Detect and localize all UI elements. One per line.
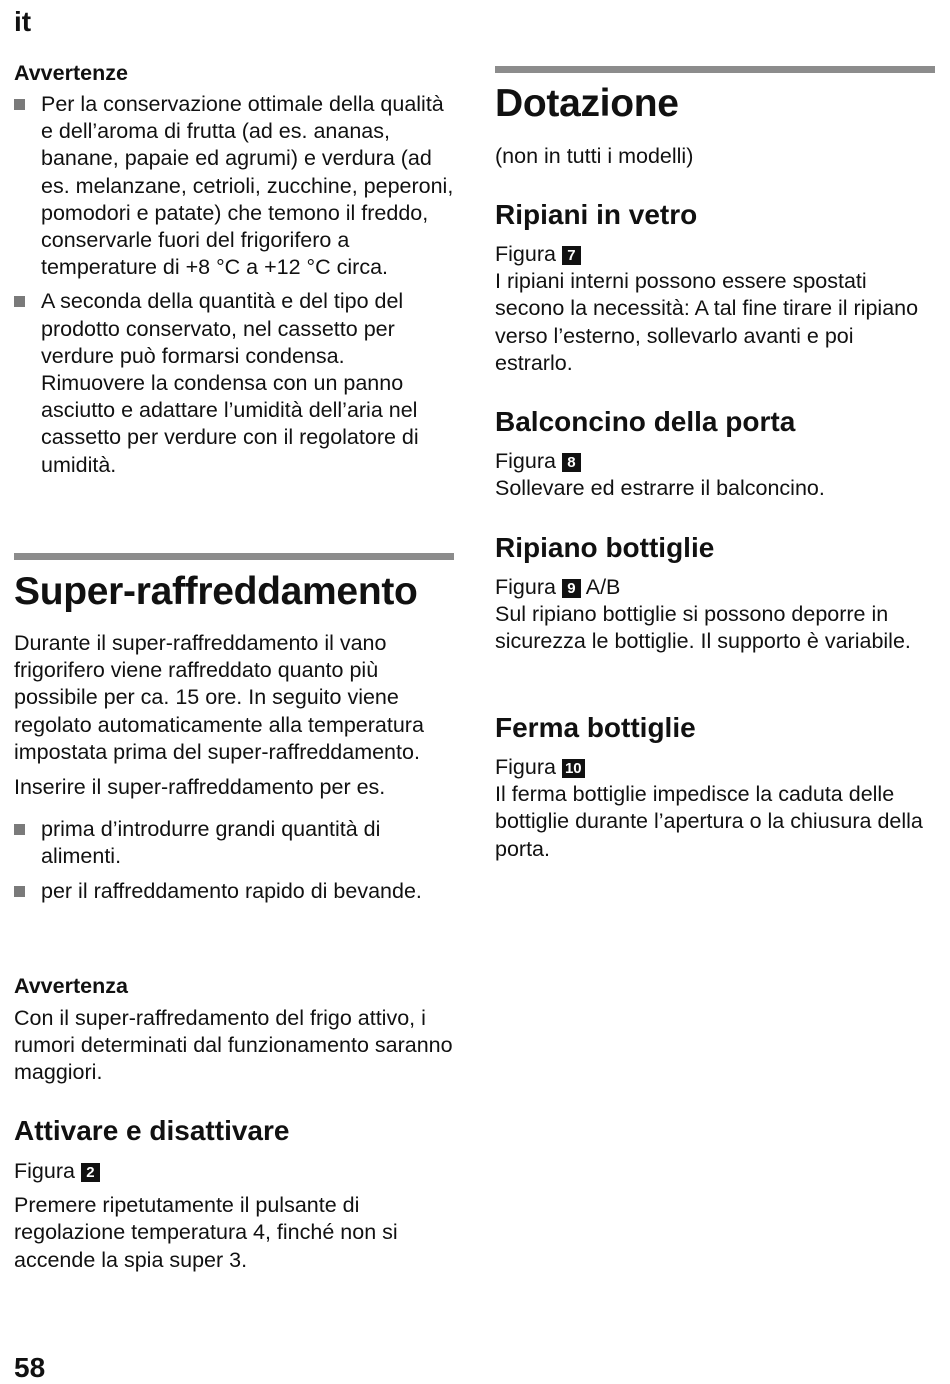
section-divider xyxy=(495,66,935,73)
super-cooling-list xyxy=(14,816,454,905)
figure-number-badge: 8 xyxy=(562,453,581,472)
super-cooling-body xyxy=(14,630,454,912)
super-cooling-intro: Inserire il super-raffreddamento per es. xyxy=(14,775,386,800)
glass-shelves-text: I ripiani interni possono essere spostati secono la necessità: A tal fine tirare il ripiano verso l’esterno, sollevarlo avanti e poi estrarlo. xyxy=(495,269,919,375)
glass-shelves-body xyxy=(495,241,935,377)
warnings-heading: Avvertenze xyxy=(14,61,128,85)
figure-number-badge: 7 xyxy=(562,246,581,265)
door-shelf-heading: Balconcino della porta xyxy=(495,406,796,437)
warnings-list xyxy=(14,91,454,479)
equipment-subtitle-block xyxy=(495,143,693,170)
bullet-square-icon xyxy=(14,99,25,110)
bullet-square-icon xyxy=(14,886,25,897)
activate-body xyxy=(14,1158,454,1274)
bottle-stopper-text: Il ferma bottiglie impedisce la caduta delle bottiglie durante l’apertura o la chiusura della porta. xyxy=(495,782,923,861)
list-item: per il raffreddamento rapido di bevande. xyxy=(14,878,454,905)
bottle-shelf-body xyxy=(495,574,935,656)
list-item: A seconda della quantità e del tipo del prodotto conservato, nel cassetto per verdure può formarsi condensa. Rimuovere la condensa con un panno asciutto e adattare l’umidità dell’aria nel cassetto per verdure con il regolatore di umidità. xyxy=(14,288,454,478)
figure-reference: Figura 7 xyxy=(495,241,935,268)
super-cooling-heading: Super-raffreddamento xyxy=(14,570,418,613)
list-item: prima d’introdurre grandi quantità di alimenti. xyxy=(14,816,454,870)
bullet-square-icon xyxy=(14,824,25,835)
super-cooling-text: Durante il super-raffreddamento il vano frigorifero viene raffreddato quanto più possibile per ca. 15 ore. In seguito viene regolato automaticamente alla temperatura impostata prima del super-raffreddamento. xyxy=(14,631,424,764)
figure-number-badge: 9 xyxy=(562,579,581,598)
figure-number-badge: 10 xyxy=(562,759,585,778)
bottle-shelf-heading: Ripiano bottiglie xyxy=(495,532,715,563)
bullet-square-icon xyxy=(14,296,25,307)
door-shelf-text: Sollevare ed estrarre il balconcino. xyxy=(495,476,825,501)
note-heading: Avvertenza xyxy=(14,974,128,998)
list-item: Per la conservazione ottimale della qualità e dell’aroma di frutta (ad es. ananas, banane, papaie ed agrumi) e verdura (ad es. melanzane, cetrioli, zucchine, peperoni, pomodori e patate) che temono il freddo, conservarle fuori del frigorifero a temperature di +8 °C a +12 °C circa. xyxy=(14,91,454,281)
activate-text: Premere ripetutamente il pulsante di regolazione temperatura 4, finché non si accende la spia super 3. xyxy=(14,1193,398,1272)
note-text: Con il super-raffredamento del frigo attivo, i rumori determinati dal funzionamento saranno maggiori. xyxy=(14,1006,453,1085)
activate-heading: Attivare e disattivare xyxy=(14,1115,290,1146)
language-label: it xyxy=(14,6,32,37)
bottle-stopper-body xyxy=(495,754,935,863)
note-body xyxy=(14,1005,454,1087)
glass-shelves-heading: Ripiani in vetro xyxy=(495,199,698,230)
figure-reference: Figura 9 A/B xyxy=(495,575,621,599)
bottle-stopper-heading: Ferma bottiglie xyxy=(495,712,696,743)
equipment-subtitle: (non in tutti i modelli) xyxy=(495,144,694,168)
bottle-shelf-text: Sul ripiano bottiglie si possono deporre in sicurezza le bottiglie. Il supporto è variabile. xyxy=(495,602,911,654)
door-shelf-body xyxy=(495,448,935,502)
section-divider xyxy=(14,553,454,560)
figure-reference: Figura 2 xyxy=(14,1158,454,1185)
equipment-heading: Dotazione xyxy=(495,82,679,125)
warnings-list-block xyxy=(14,91,454,486)
figure-number-badge: 2 xyxy=(81,1163,100,1182)
page-number: 58 xyxy=(14,1352,46,1383)
figure-reference: Figura 8 xyxy=(495,448,935,475)
figure-reference: Figura 10 xyxy=(495,754,935,781)
